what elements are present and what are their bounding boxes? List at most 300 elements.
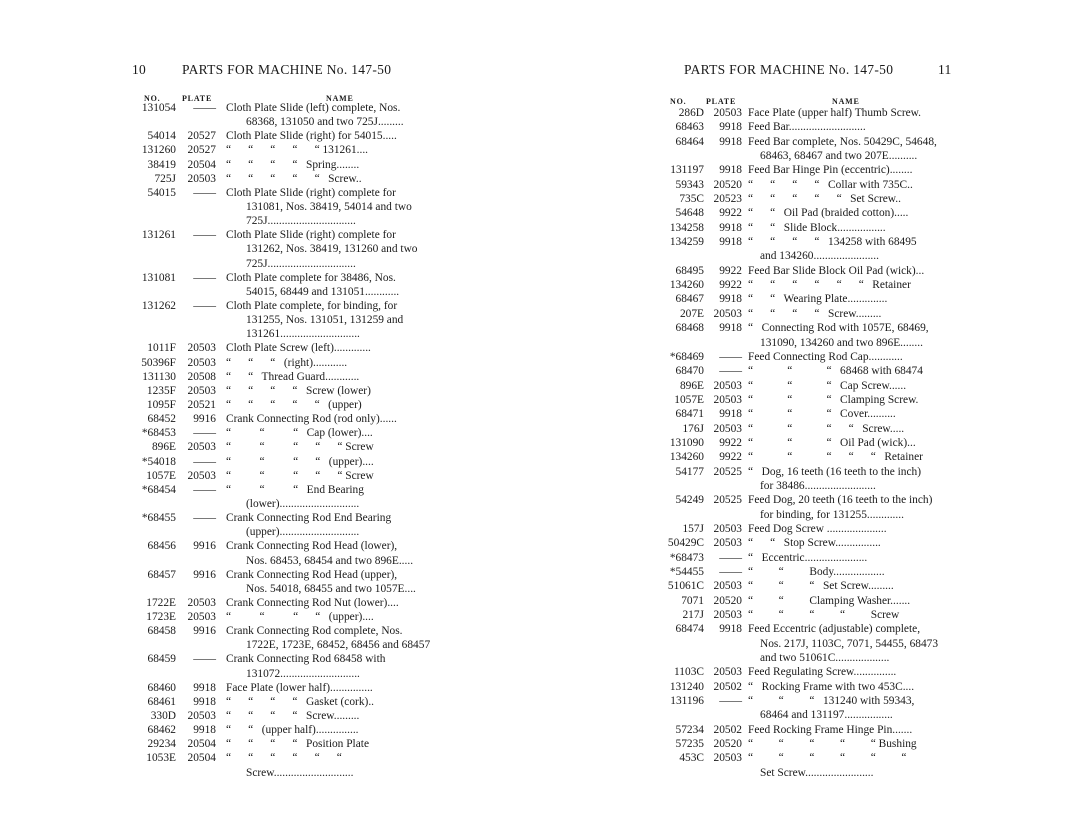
part-line [662, 465, 962, 479]
plate-number: 20502 [713, 723, 742, 736]
part-line [662, 350, 962, 364]
part-name-continued: and two 51061C................... [760, 652, 890, 665]
part-line [662, 364, 962, 378]
part-line [662, 493, 962, 507]
part-entry [130, 228, 460, 270]
part-number: 1053E [146, 752, 176, 765]
part-name-continued: for 38486......................... [760, 479, 876, 492]
part-entry [130, 186, 460, 228]
part-name: “ Dog, 16 teeth (16 teeth to the inch) [748, 465, 922, 478]
plate-number: 20503 [187, 356, 216, 369]
part-number: 68460 [147, 681, 176, 694]
part-entry [662, 278, 962, 292]
part-entry [130, 299, 460, 341]
part-entry [130, 412, 460, 426]
part-entry [130, 709, 460, 723]
part-number: 54015 [147, 186, 176, 199]
part-number: 1235F [146, 384, 176, 397]
part-number: 157J [682, 522, 704, 535]
part-name: “ “ “ “ “ Bushing [748, 738, 917, 751]
part-line [130, 582, 460, 596]
plate-number: 9922 [719, 451, 742, 464]
part-entry [130, 737, 460, 751]
part-line [662, 522, 962, 536]
part-name: Cloth Plate Slide (right) for 54015..... [226, 130, 397, 143]
part-line [662, 422, 962, 436]
plate-number: 20503 [187, 384, 216, 397]
plate-number: 20503 [713, 422, 742, 435]
part-line [130, 539, 460, 553]
part-number: 68461 [147, 695, 176, 708]
part-number: 54249 [675, 494, 704, 507]
part-number: 1057E [146, 469, 176, 482]
part-number: 68467 [675, 293, 704, 306]
part-number: *68454 [141, 483, 176, 496]
part-entry [662, 751, 962, 780]
part-number: *68453 [141, 427, 176, 440]
part-line [130, 313, 460, 327]
plate-number: —— [193, 186, 216, 199]
part-name: “ “ Wearing Plate.............. [748, 293, 888, 306]
part-line [130, 370, 460, 384]
part-number: 50396F [141, 356, 176, 369]
part-name: Crank Connecting Rod 68458 with [226, 653, 386, 666]
part-line [130, 186, 460, 200]
part-entry [130, 172, 460, 186]
part-name: “ “ “ Cap Screw...... [748, 379, 907, 392]
part-number: 134260 [669, 451, 704, 464]
part-line [130, 681, 460, 695]
part-line [130, 115, 460, 129]
part-line [130, 554, 460, 568]
part-number: 1095F [146, 398, 176, 411]
plate-number: 9922 [719, 207, 742, 220]
plate-number: 9918 [719, 221, 742, 234]
part-number: *68469 [669, 350, 704, 363]
plate-number: 20523 [713, 193, 742, 206]
part-entry [662, 536, 962, 550]
plate-number: 20504 [187, 752, 216, 765]
part-line [662, 106, 962, 120]
part-entry [662, 206, 962, 220]
part-entry [130, 271, 460, 299]
plate-number: 20503 [713, 379, 742, 392]
part-name: Crank Connecting Rod Head (lower), [226, 540, 398, 553]
part-name-continued: Nos. 68453, 68454 and two 896E..... [246, 554, 414, 567]
part-line [662, 407, 962, 421]
part-line [130, 525, 460, 539]
plate-number: 9918 [193, 724, 216, 737]
part-line [662, 206, 962, 220]
part-name: Feed Bar Slide Block Oil Pad (wick)... [748, 264, 925, 277]
plate-number: 20525 [713, 465, 742, 478]
part-name: Face Plate (upper half) Thumb Screw. [748, 107, 922, 119]
part-name: “ “ “ “ “ “ Retainer [748, 279, 911, 292]
column-header-name: NAME [326, 94, 354, 103]
part-line [662, 292, 962, 306]
part-line [130, 257, 460, 271]
part-number: *68455 [141, 512, 176, 525]
part-name: “ “ “ “ “ Screw [226, 469, 374, 482]
plate-number: 20503 [713, 537, 742, 550]
part-line [662, 551, 962, 565]
part-line [662, 508, 962, 522]
plate-number: 20503 [187, 469, 216, 482]
plate-number: 20503 [187, 710, 216, 723]
column-header-plate: PLATE [706, 97, 737, 106]
plate-number: 20520 [713, 594, 742, 607]
part-line [662, 264, 962, 278]
part-name: “ “ “ Set Screw......... [748, 580, 894, 593]
part-line [130, 638, 460, 652]
part-name: Feed Eccentric (adjustable) complete, [748, 623, 921, 636]
part-line [662, 751, 962, 765]
plate-number: —— [719, 551, 742, 564]
part-name: Cloth Plate Slide (left) complete, Nos. [226, 102, 401, 114]
plate-number: 20508 [187, 370, 216, 383]
part-entry [130, 596, 460, 610]
part-line [662, 622, 962, 636]
part-name-continued: Nos. 217J, 1103C, 7071, 54455, 68473 [760, 637, 939, 650]
part-line [662, 436, 962, 450]
part-name-continued: 131261............................ [246, 328, 360, 341]
part-entry [130, 751, 460, 779]
plate-number: 20503 [187, 611, 216, 624]
part-entry [130, 384, 460, 398]
part-name: “ “ “ “ “ Screw [226, 441, 374, 454]
part-number: 134260 [669, 279, 704, 292]
part-number: 68474 [675, 623, 704, 636]
plate-number: 9918 [193, 681, 216, 694]
part-name: Cloth Plate complete, for binding, for [226, 299, 398, 312]
part-entry [662, 178, 962, 192]
part-line [662, 680, 962, 694]
plate-number: 20503 [713, 609, 742, 622]
part-name-continued: for binding, for 131255............. [760, 508, 904, 521]
part-line [662, 450, 962, 464]
plate-number: 9916 [193, 568, 216, 581]
part-entry [662, 350, 962, 364]
part-number: 1722E [146, 596, 176, 609]
part-name-continued: Nos. 54018, 68455 and two 1057E.... [246, 582, 416, 595]
part-line [130, 568, 460, 582]
part-entry [662, 622, 962, 665]
part-line [662, 694, 962, 708]
plate-number: 20525 [713, 494, 742, 507]
part-name: Crank Connecting Rod Head (upper), [226, 568, 398, 581]
part-line [662, 651, 962, 665]
part-name-continued: (lower)............................ [246, 497, 360, 510]
part-name: “ “ “ “ “ Screw.. [226, 172, 362, 185]
part-entry [662, 436, 962, 450]
part-entry [130, 469, 460, 483]
part-name: “ “ “ Cover.......... [748, 408, 896, 421]
plate-number: 9916 [193, 625, 216, 638]
part-entry [662, 192, 962, 206]
plate-number: 20503 [713, 522, 742, 535]
part-number: 68470 [675, 365, 704, 378]
part-name: Crank Connecting Rod Nut (lower).... [226, 596, 399, 609]
part-name: “ “ “ “ Collar with 735C.. [748, 178, 913, 191]
part-name: “ “ “ “ Screw..... [748, 422, 905, 435]
plate-number: —— [193, 271, 216, 284]
plate-number: 20504 [187, 158, 216, 171]
plate-number: 20503 [713, 666, 742, 679]
plate-number: 9918 [719, 135, 742, 148]
part-number: 54648 [675, 207, 704, 220]
part-name: “ “ Slide Block................. [748, 221, 886, 234]
part-name: “ “ “ Cap (lower).... [226, 427, 373, 440]
part-entry [662, 522, 962, 536]
part-number: 896E [679, 379, 704, 392]
part-entry [662, 106, 962, 120]
part-name: “ “ “ “ “ 131261.... [226, 144, 369, 157]
plate-number: —— [719, 566, 742, 578]
part-number: 131081 [141, 271, 176, 284]
plate-number: 9918 [193, 695, 216, 708]
part-line [662, 723, 962, 737]
part-entry [130, 511, 460, 539]
part-name: “ “ “ “ Spring........ [226, 158, 360, 171]
plate-number: 9918 [719, 322, 742, 335]
plate-number: 20502 [713, 680, 742, 693]
plate-number: 9922 [719, 264, 742, 277]
part-line [130, 766, 460, 780]
part-number: 131196 [670, 695, 704, 708]
part-line [130, 228, 460, 242]
part-number: 131261 [141, 229, 176, 242]
plate-number: 9916 [193, 413, 216, 426]
part-line [662, 708, 962, 722]
part-entry [130, 539, 460, 567]
column-header-plate: PLATE [182, 94, 213, 103]
part-line [130, 695, 460, 709]
column-header-name: NAME [832, 97, 860, 106]
part-line [662, 221, 962, 235]
part-entry [662, 264, 962, 278]
plate-number: 9918 [719, 121, 742, 134]
plate-number: 9916 [193, 540, 216, 553]
part-name-continued: 1722E, 1723E, 68452, 68456 and 68457 [246, 639, 431, 652]
part-number: 57234 [675, 723, 704, 736]
part-name-continued: 131081, Nos. 38419, 54014 and two [246, 200, 412, 213]
part-name: “ “ “ “ “ Set Screw.. [748, 193, 901, 206]
part-name: “ Eccentric...................... [748, 551, 868, 564]
part-line [130, 497, 460, 511]
part-entry [130, 568, 460, 596]
part-entry [130, 129, 460, 143]
parts-list [662, 106, 962, 780]
part-number: 68495 [675, 264, 704, 277]
part-name: Crank Connecting Rod (rod only)...... [226, 413, 397, 426]
part-name: “ “ (upper half)............... [226, 724, 359, 737]
plate-number: —— [193, 299, 216, 312]
part-name-continued: Screw............................ [246, 766, 354, 779]
part-entry [130, 723, 460, 737]
part-line [130, 200, 460, 214]
part-name: “ “ “ 68468 with 68474 [748, 365, 923, 378]
part-number: 725J [154, 172, 176, 185]
part-line [662, 163, 962, 177]
part-line [662, 235, 962, 249]
part-entry [130, 652, 460, 680]
plate-number: 20503 [713, 393, 742, 406]
part-number: 7071 [681, 594, 704, 607]
part-line [662, 192, 962, 206]
part-entry [662, 292, 962, 306]
part-number: 68458 [147, 625, 176, 638]
part-entry [130, 143, 460, 157]
part-line [662, 608, 962, 622]
plate-number: 20521 [187, 398, 216, 411]
part-name: Crank Connecting Rod End Bearing [226, 512, 392, 525]
plate-number: 20527 [187, 144, 216, 157]
part-name: “ “ “ “ “ Retainer [748, 451, 923, 464]
plate-number: —— [719, 365, 742, 378]
part-line [662, 565, 962, 579]
plate-number: 20527 [187, 130, 216, 143]
part-entry [130, 398, 460, 412]
running-title: PARTS FOR MACHINE No. 147-50 [684, 62, 894, 77]
part-line [130, 426, 460, 440]
part-number: 68468 [675, 322, 704, 335]
part-entry [662, 737, 962, 751]
page-number: 10 [132, 62, 147, 77]
part-line [130, 242, 460, 256]
part-line [130, 511, 460, 525]
part-name-continued: 725J............................... [246, 215, 356, 228]
part-line [662, 665, 962, 679]
part-line [662, 579, 962, 593]
parts-list [130, 101, 460, 780]
part-name: “ “ “ End Bearing [226, 483, 364, 496]
part-number: 54177 [675, 465, 704, 478]
part-number: 131260 [141, 144, 176, 157]
plate-number: 20503 [187, 596, 216, 609]
part-name: Cloth Plate Slide (right) complete for [226, 186, 396, 199]
part-name: “ “ “ “ Screw......... [748, 307, 882, 320]
part-line [662, 379, 962, 393]
part-number: 1057E [674, 393, 704, 406]
part-entry [662, 579, 962, 593]
part-entry [662, 163, 962, 177]
part-line [130, 737, 460, 751]
part-name: “ “ “ “ (upper).... [226, 611, 374, 624]
part-number: 68452 [147, 413, 176, 426]
part-line [130, 327, 460, 341]
part-entry [662, 393, 962, 407]
plate-number: 9918 [719, 293, 742, 306]
part-number: 735C [679, 193, 704, 206]
part-line [130, 483, 460, 497]
part-entry [130, 610, 460, 624]
part-line [662, 120, 962, 134]
part-line [130, 101, 460, 115]
part-name: Face Plate (lower half)............... [226, 681, 373, 694]
part-line [662, 321, 962, 335]
part-name: Cloth Plate complete for 38486, Nos. [226, 271, 396, 284]
part-entry [662, 493, 962, 522]
part-name-continued: and 134260....................... [760, 250, 879, 263]
plate-number: 20520 [713, 738, 742, 751]
part-name: “ “ “ (right)............ [226, 356, 348, 369]
part-number: 50429C [667, 537, 704, 550]
part-name: Feed Regulating Screw............... [748, 666, 897, 679]
part-line [662, 479, 962, 493]
part-number: 217J [682, 609, 704, 622]
part-name: Feed Bar Hinge Pin (eccentric)........ [748, 164, 913, 177]
plate-number: —— [193, 427, 216, 440]
part-line [130, 596, 460, 610]
part-name-continued: 131255, Nos. 131051, 131259 and [246, 314, 404, 327]
part-line [130, 455, 460, 469]
part-name: “ “ “ Clamping Screw. [748, 393, 919, 406]
part-line [662, 278, 962, 292]
part-name-continued: 131090, 134260 and two 896E........ [760, 336, 923, 349]
part-name: “ “ “ “ “ “ [748, 752, 907, 765]
part-entry [662, 694, 962, 723]
part-entry [130, 440, 460, 454]
plate-number: 9922 [719, 436, 742, 449]
column-header-no: NO. [670, 97, 687, 106]
part-name: “ “ Stop Screw................ [748, 537, 881, 550]
part-line [662, 393, 962, 407]
part-line [662, 536, 962, 550]
part-number: 51061C [667, 580, 704, 593]
part-entry [130, 624, 460, 652]
part-name: “ “ Oil Pad (braided cotton)..... [748, 207, 909, 220]
plate-number: 9918 [719, 408, 742, 421]
part-name: “ “ “ “ (upper).... [226, 455, 374, 468]
plate-number: 9922 [719, 279, 742, 292]
part-name: “ “ “ “ Gasket (cork).. [226, 695, 375, 708]
part-entry [130, 695, 460, 709]
part-name: “ “ “ “ “ “ [226, 752, 342, 765]
part-number: 68462 [147, 724, 176, 737]
part-entry [662, 135, 962, 164]
part-name: Cloth Plate Slide (right) complete for [226, 229, 396, 242]
plate-number: 20503 [187, 441, 216, 454]
plate-number: 9918 [719, 164, 742, 177]
part-line [130, 652, 460, 666]
plate-number: 9918 [719, 623, 742, 636]
plate-number: 20504 [187, 738, 216, 751]
part-entry [662, 665, 962, 679]
part-name: Feed Bar........................... [748, 121, 866, 134]
part-entry [662, 565, 962, 579]
part-number: 1011F [147, 342, 176, 355]
part-line [130, 271, 460, 285]
part-entry [662, 608, 962, 622]
part-name: “ “ “ “ Screw......... [226, 710, 360, 723]
part-entry [662, 450, 962, 464]
part-number: 54014 [147, 130, 176, 143]
part-name: Feed Connecting Rod Cap............ [748, 350, 903, 363]
part-line [130, 356, 460, 370]
part-number: 286D [678, 107, 704, 119]
part-number: *68473 [669, 551, 704, 564]
plate-number: 20503 [713, 580, 742, 593]
plate-number: —— [193, 512, 216, 525]
part-line [662, 737, 962, 751]
part-number: 29234 [147, 738, 176, 751]
part-number: 68463 [675, 121, 704, 134]
part-number: 68471 [675, 408, 704, 421]
part-name: Feed Dog Screw ..................... [748, 522, 887, 535]
part-number: 131197 [670, 164, 704, 177]
part-line [130, 143, 460, 157]
part-entry [662, 465, 962, 494]
